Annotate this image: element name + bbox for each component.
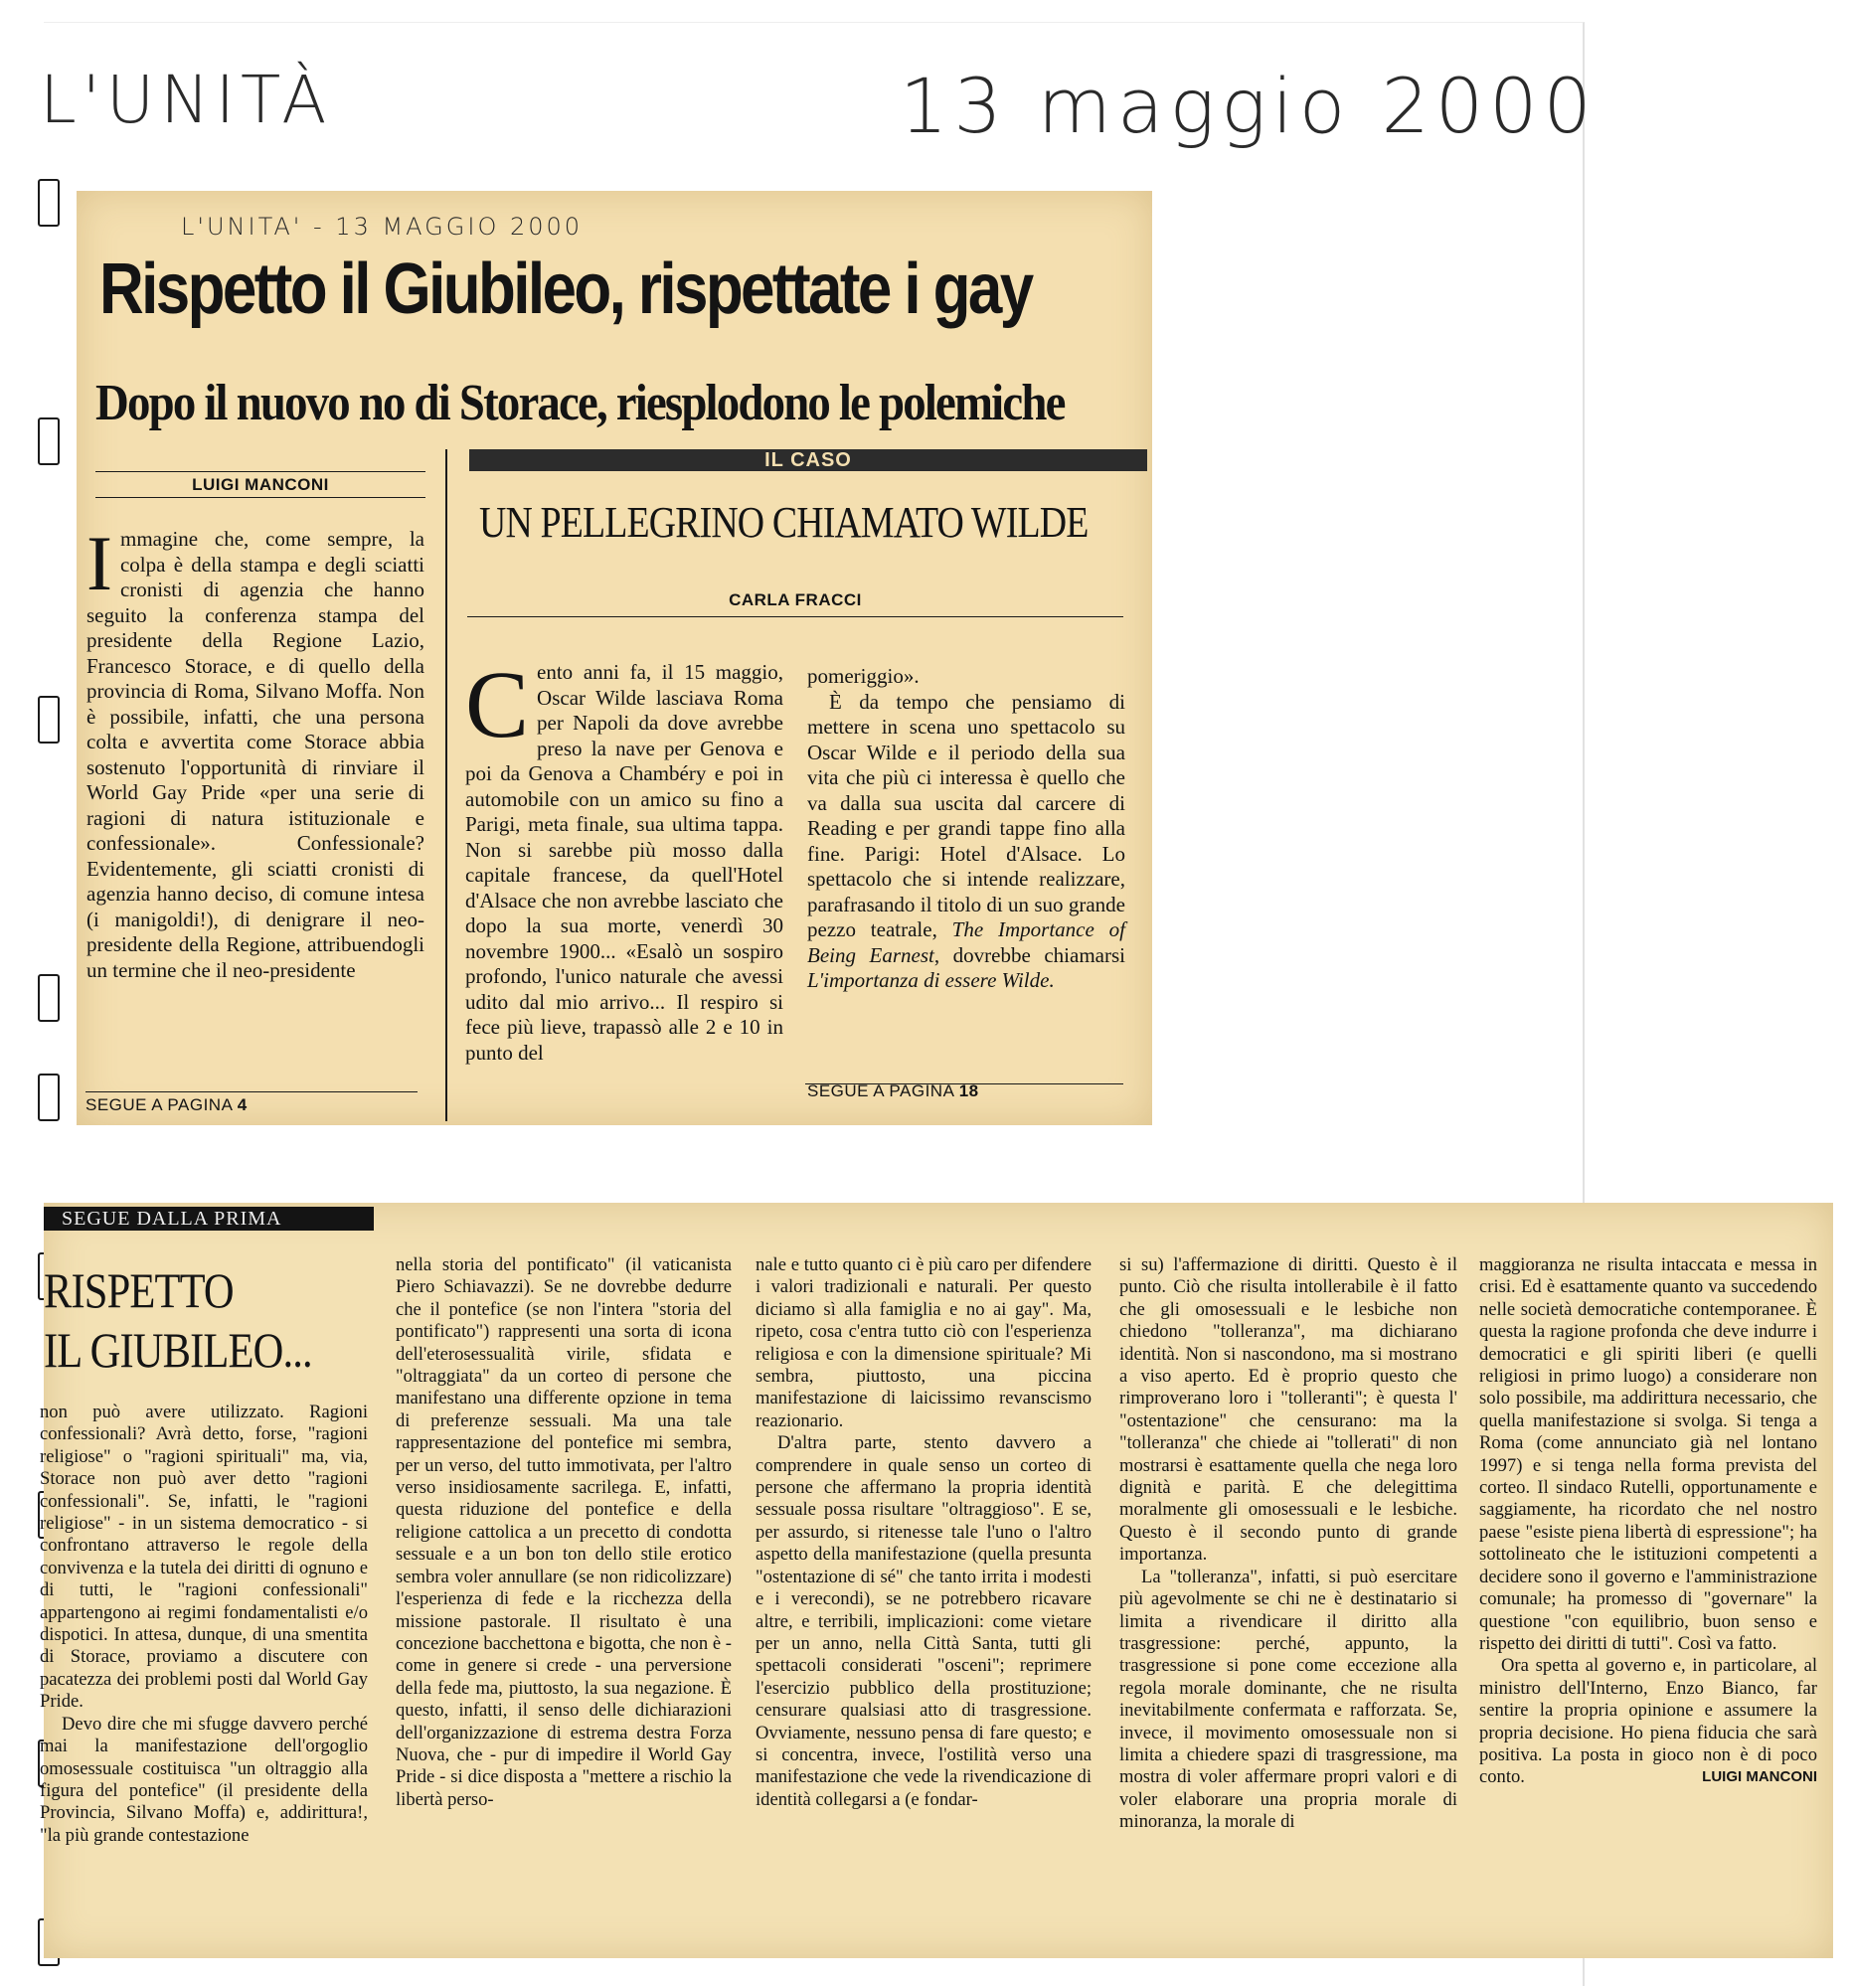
article-subheadline: Dopo il nuovo no di Storace, riesplodono le polemiche (95, 375, 1065, 431)
sidebar-col1-text: ento anni fa, il 15 maggio, Oscar Wilde lasciava Roma per Napoli da dove avrebbe preso la nave per Genova e poi da Genova a Chambéry e poi in automobile con un amico su fino a Parigi, meta finale, sua ultima tappa. Non si sarebbe più mosso dalla capitale francese, da quell'Hotel d'Alsace che non avrebbe lasciato che dopo la sua morte, venerdì 30 novembre 1900... «Esalò un sospiro profondo, l'unico naturale che avessi udito dal mio arrivo... Il respiro si fece più lieve, trapassò alle 2 e 10 in punto del (465, 660, 783, 1065)
article-lead-text: mmagine che, come sempre, la colpa è della stampa e degli sciatti cronisti di agenzia che hanno seguito la conferenza stampa del presidente della Regione Lazio, Francesco Storace, e di quello della provincia di Roma, Silvano Moffa. Non è possibile, infatti, che una persona colta e avvertita come Storace abbia sostenuto l'opportunità di rinviare il World Gay Pride «per una serie di ragioni di natura istituzionale e confessionale». Confessionale? Evidentemente, gli sciatti cronisti di agenzia hanno deciso, di comune intesa (i manigoldi!), di denigrare il neo-presidente della Regione, attribuendogli un termine che il neo-presidente (86, 527, 424, 982)
continuation-column-2: nella storia del pontificato" (il vaticanista Piero Schiavazzi). Se ne dovrebbe dedurre che il pontefice (se non l'intera "storia del pontificato") rappresenti una sorta di icona dell'eterosessualità virile, sfidata e "oltraggiata" da un corteo di persone che manifestano una differente opzione in tema di preferenze sessuali. Ma una tale rappresentazione del pontefice mi sembra, per un verso, del tutto immotivata, per l'altro verso insidiosamente sacrilega. E, infatti, questa riduzione del pontefice e della religione cattolica a un precetto di condotta sessuale e a un bon ton dello stile erotico sembra voler annullare (se non ridicolizzare) l'esperienza di fede e la ricchezza della missione pastorale. Il risultato è una concezione bacchettona e bigotta, che non è - come in genere si crede - una perversione della fede ma, piuttosto, la sua negazione. È questo, infatti, il senso delle dichiarazioni dell'organizzazione di estrema destra Forza Nuova, che - pur di impedire il World Gay Pride - si dice disposta a "mettere a rischio la libertà perso- (396, 1254, 732, 1810)
sidebar-column-1 (465, 651, 783, 1066)
article-dropcap: I (86, 520, 112, 606)
sidebar-dropcap: C (465, 651, 530, 757)
sidebar-title: UN PELLEGRINO CHIAMATO WILDE (479, 498, 1089, 547)
continuation-signature: LUIGI MANCONI (1702, 1768, 1817, 1786)
article-lead-column (86, 520, 424, 983)
continuation-title: RISPETTO IL GIUBILEO... (44, 1262, 312, 1378)
article-headline: Rispetto il Giubileo, rispettate i gay (99, 249, 1032, 329)
article-continue-link[interactable]: SEGUE A PAGINA 4 (85, 1095, 248, 1114)
handwritten-newspaper-name: L'UNITÀ (40, 62, 333, 138)
handwritten-clip-note: L'UNITA' - 13 MAGGIO 2000 (181, 213, 584, 241)
continuation-column-3: nale e tutto quanto ci è più caro per difendere i valori tradizionali e naturali. Per questo diciamo sì alla famiglia e no ai gay". Ma, ripeto, cosa c'entra tutto ciò con l'esperienza religiosa e con la dimensione spirituale? Mi sembra, piuttosto, una piccina manifestazione di laicissimo revanscismo reazionario. D'altra parte, stento davvero a comprendere in quale senso un corteo di persone che affermano la propria identità sessuale possa risultare "oltraggioso". E se, per assurdo, si ritenesse tale l'uno o l'altro aspetto della manifestazione (quella presunta "ostentazione di sé" che tanto irrita i modesti e i verecondi), se ne potrebbero ricavare altre, e terribili, implicazioni: come vietare per un anno, nella Città Santa, tutti gli spettacoli considerati "osceni"; reprimere l'esercizio pubblico della prostituzione; censurare qualsiasi atto di trasgressione. Ovviamente, nessuno pensa di fare questo; e si concentra, invece, l'ostilità verso una manifestazione che vede la rivendicazione di identità collegarsi a (e fondar- (756, 1254, 1092, 1810)
continuation-bar: SEGUE DALLA PRIMA (44, 1207, 374, 1231)
sidebar-kicker: IL CASO (469, 449, 1147, 471)
continuation-column-4: si su) l'affermazione di diritti. Questo è il punto. Ciò che risulta intollerabile è il fatto che gli omosessuali e le lesbiche non chiedono "tolleranza", ma dichiarano identità. Non si nascondono, ma si mostrano a viso aperto. Ed è proprio questo che rimproverano loro i "tolleranti"; è questa l' "ostentazione" che censurano: ma la "tolleranza" che chiede ai "tollerati" di non mostrarsi è esattamente quella che nega loro dignità e parità. E che delegittima moralmente gli omosessuali e le lesbiche. Questo è il secondo punto di grande importanza. La "tolleranza", infatti, si può esercitare più agevolmente se chi ne è destinatario si limita a rivendicare il diritto alla trasgressione: perché, appunto, la trasgressione si pone come eccezione alla regola morale dominante, che ne risulta inevitabilmente confermata e rafforzata. Se, invece, il movimento omosessuale non si limita a chiedere spazi di trasgressione, ma mostra di voler affermare propri valori e di voler elaborare una propria morale di minoranza, la morale di (1119, 1254, 1457, 1833)
sidebar-column-2: pomeriggio». È da tempo che pensiamo di mettere in scena uno spettacolo su Oscar Wilde e il periodo della sua vita che più ci interessa è quello che va dalla sua uscita dal carcere di Reading e per grandi tappe fino alla fine. Parigi: Hotel d'Alsace. Lo spettacolo che si intende realizzare, parafrasando il titolo di un suo grande pezzo teatrale, The Importance of Being Earnest, dovrebbe chiamarsi L'importanza di essere Wilde. (807, 664, 1125, 992)
continuation-column-5: maggioranza ne risulta intaccata e messa in crisi. Ed è esattamente quanto va succedendo nelle società democratiche contemporanee. È questa la ragione profonda che deve indurre i democratici e gli spiriti liberi (e quelli religiosi in primo luogo) a considerare non solo possibile, ma addirittura necessario, che quella manifestazione si svolga. Si tenga a Roma (come annunciato già nel lontano 1997) e si tenga nella forma prevista del corteo. Il sindaco Rutelli, opportunamente e saggiamente, ha ricordato che nel nostro paese "esiste piena libertà di espressione"; ha sottolineato che le istituzioni competenti a decidere sono il governo e l'amministrazione comunale; ha promesso di "governare" la questione "con equilibrio, buon senso e rispetto dei diritti di tutti". Così va fatto. Ora spetta al governo e, in particolare, al ministro dell'Interno, Enzo Bianco, far sentire la propria opinione e assumere la propria decisione. Ho piena fiducia che sarà positiva. La posta in gioco non è di poco conto. LUIGI MANCONI (1479, 1254, 1817, 1788)
sidebar-continue-link[interactable]: SEGUE A PAGINA 18 (807, 1081, 979, 1100)
article-byline: LUIGI MANCONI (192, 475, 329, 494)
handwritten-date: 13 maggio 2000 (900, 62, 1598, 150)
continuation-column-1: non può avere utilizzato. Ragioni confessionali? Avrà detto, forse, "ragioni religiose" o "ragioni spirituali" ma, via, Storace non può aver detto "ragioni confessionali". Se, infatti, le "ragioni religiose" - in un sistema democratico - si confrontano attraverso le regole della convivenza e la tutela dei diritti di ognuno e di tutti, le "ragioni confessionali" appartengono ai regimi fondamentalisti e/o dispotici. In attesa, dunque, di una smentita di Storace, proviamo a discutere con pacatezza dei problemi posti dal World Gay Pride. Devo dire che mi sfugge davvero perché mai la manifestazione dell'orgoglio omosessuale costituisca "un oltraggio alla figura del pontefice" (il presidente della Provincia, Silvano Moffa) e, addirittura!, "la più grande contestazione (40, 1402, 368, 1846)
sidebar-byline: CARLA FRACCI (729, 590, 862, 609)
